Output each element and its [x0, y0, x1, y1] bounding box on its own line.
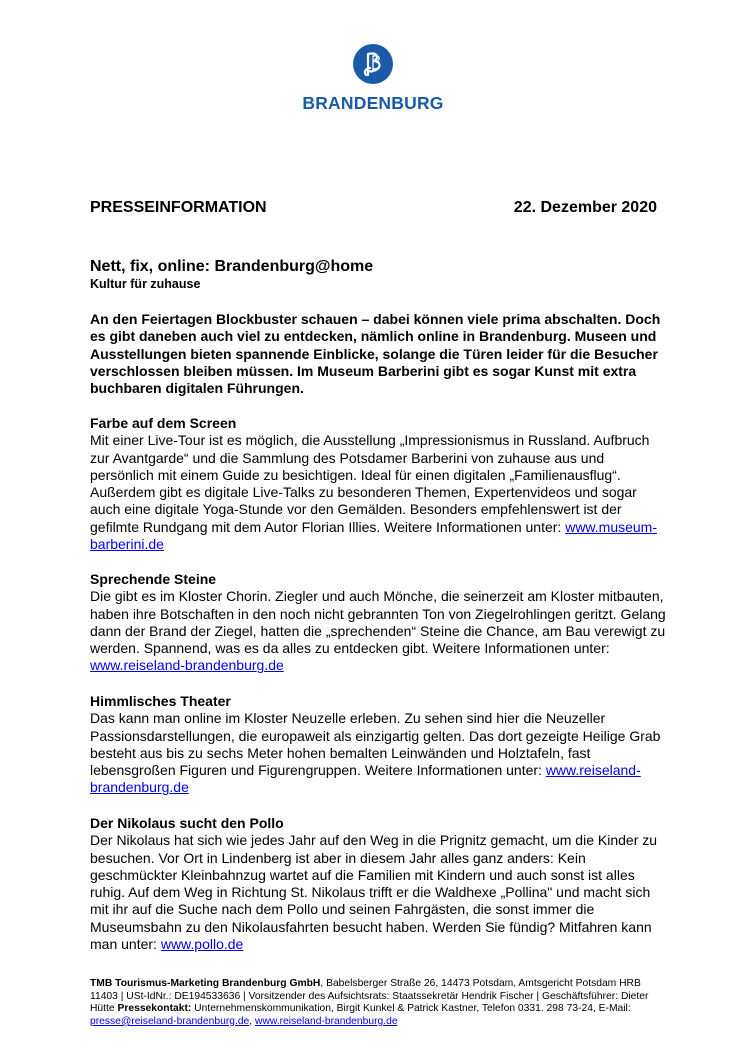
section-nikolaus — [90, 815, 670, 953]
headline: Nett, fix, online: Brandenburg@home — [90, 258, 374, 275]
company-name: TMB Tourismus-Marketing Brandenburg GmbH — [90, 978, 321, 989]
footer-imprint: TMB Tourismus-Marketing Brandenburg GmbH, Babelsberger Straße 26, 14473 Potsdam, Amtsgericht Potsdam HRB 11403 | USt-IdNr.: DE194533636 | Vorsitzender des Aufsichtsrats: Staatssekretär Hendrik Fischer | Geschäftsführer: Dieter Hütte Pressekontakt: Unternehmenskommunikation, Birgit Kunkel & Patrick Kastner, Telefon 0331. 298 73-24, E-Mail: presse@reiseland-brandenburg.de, www.reiseland-brandenburg.de — [90, 978, 649, 1027]
press-contact-label: Pressekontakt: — [117, 1003, 192, 1015]
section-heading: Farbe auf dem Screen — [90, 415, 237, 431]
section-theater — [90, 693, 670, 797]
website-link[interactable]: www.reiseland-brandenburg.de — [255, 1015, 398, 1027]
section-text: Mit einer Live-Tour ist es möglich, die Ausstellung „Impressionismus in Russland. Aufbruch zur Avantgarde“ und die Sammlung des Potsdamer Barberini von zuhause aus und persönlich mit einem Guide zu besichtigen. Ideal für einen digitalen „Familienausflug“. Außerdem gibt es digitale Live-Talks zu besonderen Themen, Expertenvideos und sogar auch eine digitale Yoga-Stunde vor den Gemälden. Besonders empfehlenswert ist der gefilmte Rundgang mit dem Autor Florian Illies. Weitere Informationen unter: www.museum-barberini.de — [90, 432, 657, 553]
press-label: PRESSEINFORMATION — [90, 199, 267, 216]
section-farbe — [90, 415, 670, 553]
section-text: Die gibt es im Kloster Chorin. Ziegler und auch Mönche, die seinerzeit am Kloster mitbauten, haben ihre Botschaften in den noch nicht gebrannten Ton von Ziegelrohlingen geritzt. Gelang dann der Brand der Ziegel, hatten die „sprechenden“ Steine die Chance, am Bau verewigt zu werden. Spannend, was es da alles zu entdecken gibt. Weitere Informationen unter: www.reiseland-brandenburg.de — [90, 588, 666, 674]
section-heading: Sprechende Steine — [90, 571, 217, 587]
press-email-link[interactable]: presse@reiseland-brandenburg.de — [90, 1015, 250, 1027]
section-heading: Himmlisches Theater — [90, 693, 231, 709]
section-text: Das kann man online im Kloster Neuzelle erleben. Zu sehen sind hier die Neuzeller Passionsdarstellungen, die europaweit als einzigartig gelten. Das dort gezeigte Heilige Grab besteht aus bis zu sechs Meter hohen bemalten Leinwänden und Holztafeln, fast lebensgroßen Figuren und Figurengruppen. Weitere Informationen unter: www.reiseland-brandenburg.de — [90, 710, 661, 796]
section-steine — [90, 571, 670, 675]
museum-barberini-link[interactable]: www.museum-barberini.de — [90, 518, 657, 553]
section-heading: Der Nikolaus sucht den Pollo — [90, 815, 284, 831]
brandenburg-logo — [292, 44, 454, 112]
reiseland-link[interactable]: www.reiseland-brandenburg.de — [90, 657, 284, 674]
subline: Kultur für zuhause — [90, 277, 201, 291]
intro-paragraph: An den Feiertagen Blockbuster schauen – dabei können viele prima abschalten. Doch es gibt daneben auch viel zu entdecken, nämlich online in Brandenburg. Museen und Ausstellungen bieten spannende Einblicke, solange die Türen leider für die Besucher verschlossen bleiben müssen. Im Museum Barberini gibt es sogar Kunst mit extra buchbaren digitalen Führungen. — [90, 311, 661, 397]
pollo-link[interactable]: www.pollo.de — [160, 936, 244, 953]
press-header — [90, 199, 657, 217]
brandenburg-b-icon — [353, 44, 393, 84]
reiseland-link[interactable]: www.reiseland-brandenburg.de — [90, 762, 641, 796]
press-date: 22. Dezember 2020 — [513, 199, 657, 216]
section-text: Der Nikolaus hat sich wie jedes Jahr auf den Weg in die Prignitz gemacht, um die Kinder zu besuchen. Vor Ort in Lindenberg ist aber in diesem Jahr alles ganz anders: Kein geschmückter Kleinbahnzug wartet auf die Familien mit Kindern und auch sonst ist alles ruhig. Auf dem Weg in Richtung St. Nikolaus trifft er die Waldhexe „Pollina" und macht sich mit ihr auf die Suche nach dem Pollo und seinen Fahrgästen, die sonst immer die Museumsbahn zu den Nikolausfahrten besucht haben. Werden Sie fündig? Mitfahren kann man unter: www.pollo.de — [90, 832, 658, 953]
brand-wordmark: BRANDENBURG — [302, 93, 444, 113]
